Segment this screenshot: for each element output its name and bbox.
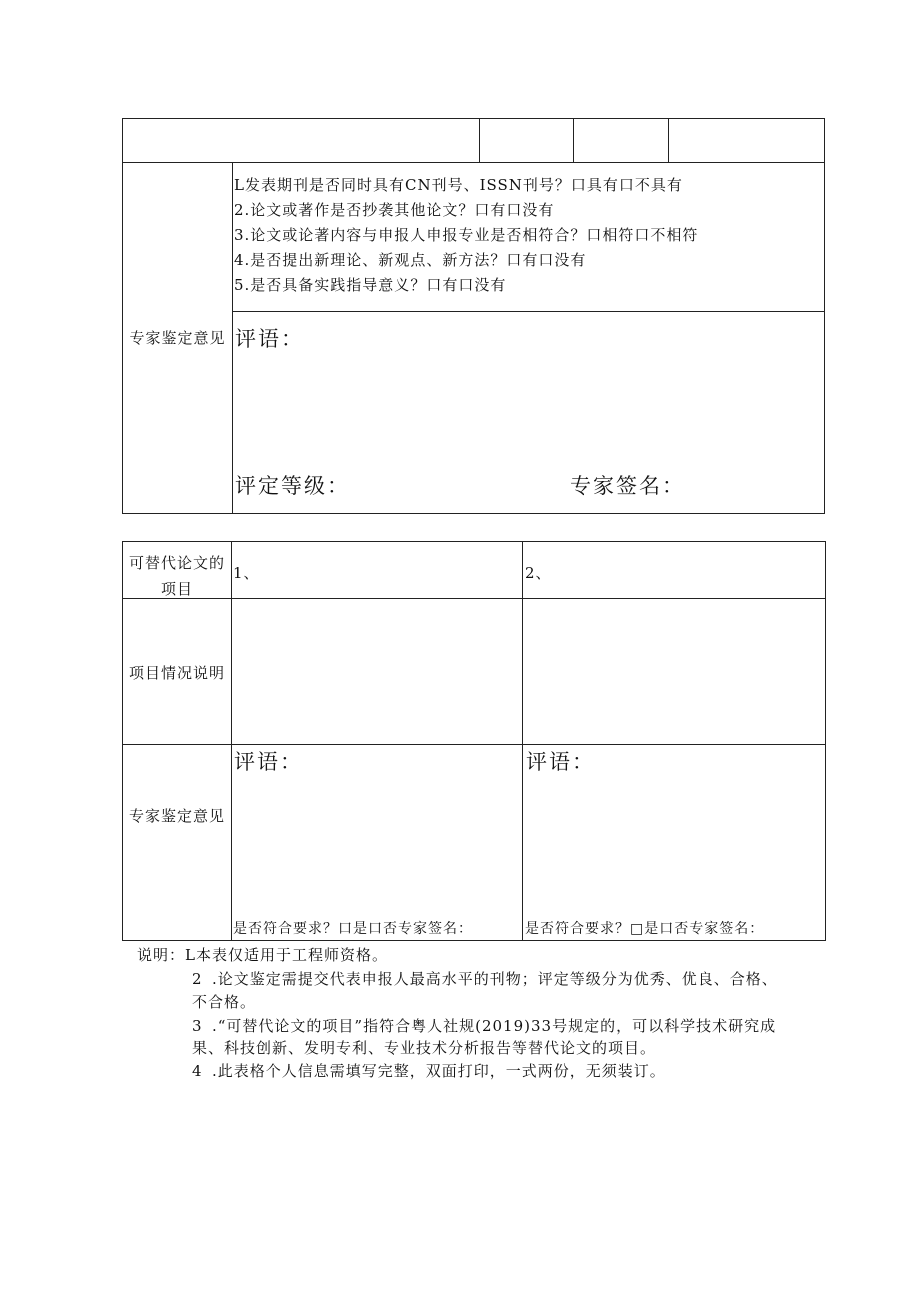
note-2-line-2: 不合格。: [192, 993, 257, 1011]
note-3-number: 3: [192, 1017, 203, 1035]
project-1-header: 1、: [233, 564, 260, 582]
alt-project-label: 可替代论文的项目: [128, 554, 225, 598]
header-cell-2[interactable]: [480, 119, 573, 162]
project-description-label: 项目情况说明: [128, 664, 225, 682]
comment-label-project-1: 评语：: [234, 750, 303, 774]
project-2-description[interactable]: [523, 599, 825, 744]
note-2-line-1: .论文鉴定需提交代表申报人最高水平的刊物；评定等级分为优秀、优良、合格、: [212, 970, 778, 988]
criterion-3: 3.论文或论著内容与申报人申报专业是否相符合？口相符口不相符: [234, 226, 699, 244]
criterion-5: 5.是否具备实践指导意义？口有口没有: [234, 276, 507, 294]
criterion-1: L发表期刊是否同时具有CN刊号、ISSN刊号？口具有口不具有: [234, 176, 683, 194]
project-2-header: 2、: [525, 564, 552, 582]
project-1-description[interactable]: [232, 599, 522, 744]
comment-field-project-1[interactable]: [232, 785, 522, 910]
note-3-line-2: 果、科技创新、发明专利、专业技术分析报告等替代论文的项目。: [192, 1039, 657, 1057]
note-3-line-1: .“可替代论文的项目”指符合粤人社规(2019)33号规定的，可以科学技术研究成: [212, 1017, 777, 1035]
criterion-2: 2.论文或著作是否抄袭其他论文？口有口没有: [234, 201, 555, 219]
comment-field[interactable]: [233, 360, 824, 460]
signature-label: 专家签名：: [570, 474, 685, 498]
header-cell-4[interactable]: [669, 119, 824, 162]
compliance-signature-1: 是否符合要求？口是口否专家签名：: [233, 921, 473, 937]
expert-opinion-label-2: 专家鉴定意见: [128, 807, 225, 825]
grade-label: 评定等级：: [235, 474, 350, 498]
header-cell-1[interactable]: [123, 119, 479, 162]
comment-field-project-2[interactable]: [523, 785, 825, 910]
note-4-number: 4: [192, 1062, 203, 1080]
note-2-number: 2: [192, 970, 203, 988]
note-1: 说明：L本表仅适用于工程师资格。: [137, 946, 388, 964]
compliance-signature-2: 是否符合要求？□是口否专家签名：: [525, 921, 765, 937]
note-4-line-1: .此表格个人信息需填写完整，双面打印，一式两份，无须装订。: [212, 1062, 666, 1080]
criterion-4: 4.是否提出新理论、新观点、新方法？口有口没有: [234, 251, 587, 269]
header-cell-3[interactable]: [574, 119, 668, 162]
expert-opinion-label: 专家鉴定意见: [129, 329, 226, 347]
alt-project-label-1: [123, 550, 231, 602]
comment-label-project-2: 评语：: [526, 750, 595, 774]
comment-label: 评语：: [235, 327, 304, 351]
